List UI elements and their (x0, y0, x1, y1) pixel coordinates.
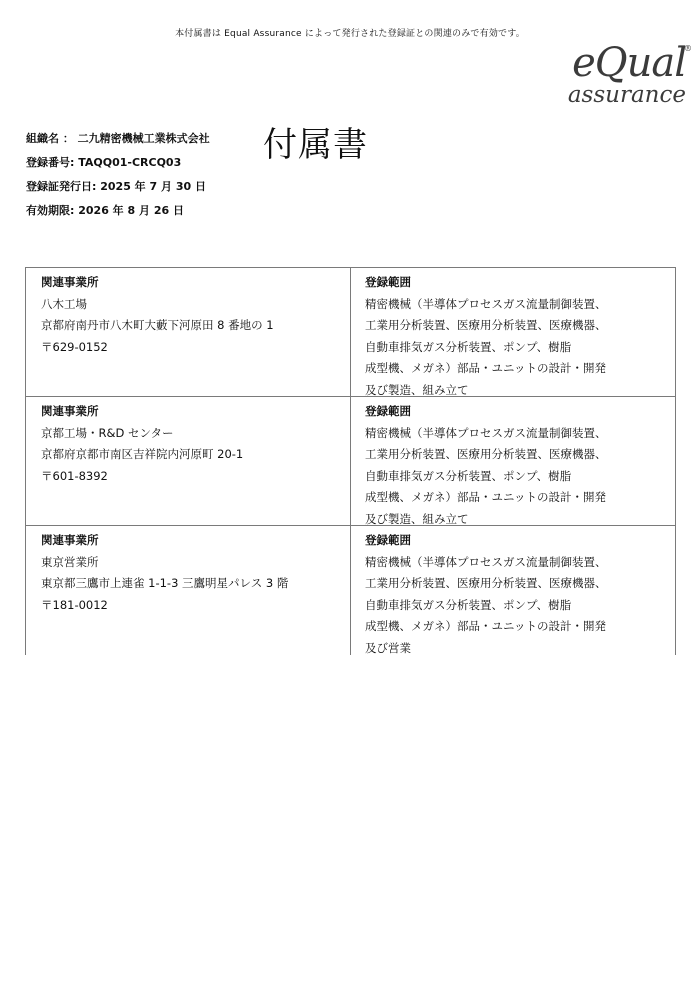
site-postal-code: 〒601-8392 (41, 468, 108, 483)
site-header: 関連事業所 (41, 404, 99, 418)
logo-wordmark: eQual (572, 40, 686, 86)
site-address: 京都府南丹市八木町大藪下河原田 8 番地の 1 (41, 318, 274, 332)
validity-notice: 本付属書は Equal Assurance によって発行された登録証との関連のみで有効です。 (175, 29, 525, 39)
site-address: 東京都三鷹市上連雀 1-1-3 三鷹明星パレス 3 階 (41, 576, 289, 590)
scope-line: 成型機、メガネ）部品・ユニットの設計・開発 (365, 361, 607, 375)
site-cell (26, 268, 351, 396)
table-row (26, 268, 675, 397)
site-address: 京都府京都市南区吉祥院内河原町 20-1 (41, 447, 244, 461)
scope-line: 自動車排気ガス分析装置、ポンプ、樹脂 (365, 597, 572, 612)
scope-line: 工業用分析装置、医療用分析装置、医療機器、 (365, 576, 607, 590)
registered-mark: ® (684, 44, 692, 53)
scope-cell (351, 397, 673, 525)
site-cell (26, 397, 351, 525)
organization-name: 組織名 ： 二九精密機械工業株式会社 (26, 132, 210, 145)
page-title: 付属書 (263, 125, 368, 165)
scope-header: 登録範囲 (365, 533, 411, 547)
site-name: 八木工場 (41, 296, 87, 311)
logo-subtitle: assurance (567, 82, 686, 108)
scope-line: 成型機、メガネ）部品・ユニットの設計・開発 (365, 490, 607, 504)
site-name: 京都工場・R&D センター (41, 425, 174, 440)
scope-line: 精密機械（半導体プロセスガス流量制御装置、 (365, 554, 607, 569)
site-header: 関連事業所 (41, 533, 99, 547)
scope-cell (351, 526, 673, 655)
registration-number: 登録番号: TAQQ01-CRCQ03 (26, 156, 182, 169)
certificate-info (26, 130, 210, 226)
expiry-date: 有効期限: 2026 年 8 月 26 日 (26, 204, 184, 217)
table-row (26, 397, 675, 526)
scope-cell (351, 268, 673, 396)
scope-line: 及び製造、組み立て (365, 382, 469, 397)
scope-line: 及び製造、組み立て (365, 511, 469, 526)
scope-line: 成型機、メガネ）部品・ユニットの設計・開発 (365, 619, 607, 633)
scope-line: 自動車排気ガス分析装置、ポンプ、樹脂 (365, 468, 572, 483)
scope-line: 精密機械（半導体プロセスガス流量制御装置、 (365, 425, 607, 440)
scope-line: 精密機械（半導体プロセスガス流量制御装置、 (365, 296, 607, 311)
scope-line: 自動車排気ガス分析装置、ポンプ、樹脂 (365, 339, 572, 354)
scope-line: 工業用分析装置、医療用分析装置、医療機器、 (365, 447, 607, 461)
table-row (26, 526, 675, 655)
site-cell (26, 526, 351, 655)
site-postal-code: 〒181-0012 (41, 597, 108, 612)
issue-date: 登録証発行日: 2025 年 7 月 30 日 (26, 180, 206, 193)
annex-table (25, 267, 676, 655)
scope-header: 登録範囲 (365, 404, 411, 418)
scope-line: 工業用分析装置、医療用分析装置、医療機器、 (365, 318, 607, 332)
scope-header: 登録範囲 (365, 275, 411, 289)
equal-assurance-logo (536, 40, 692, 122)
site-header: 関連事業所 (41, 275, 99, 289)
site-name: 東京営業所 (41, 554, 99, 569)
site-postal-code: 〒629-0152 (41, 339, 108, 354)
scope-line: 及び営業 (365, 640, 411, 655)
